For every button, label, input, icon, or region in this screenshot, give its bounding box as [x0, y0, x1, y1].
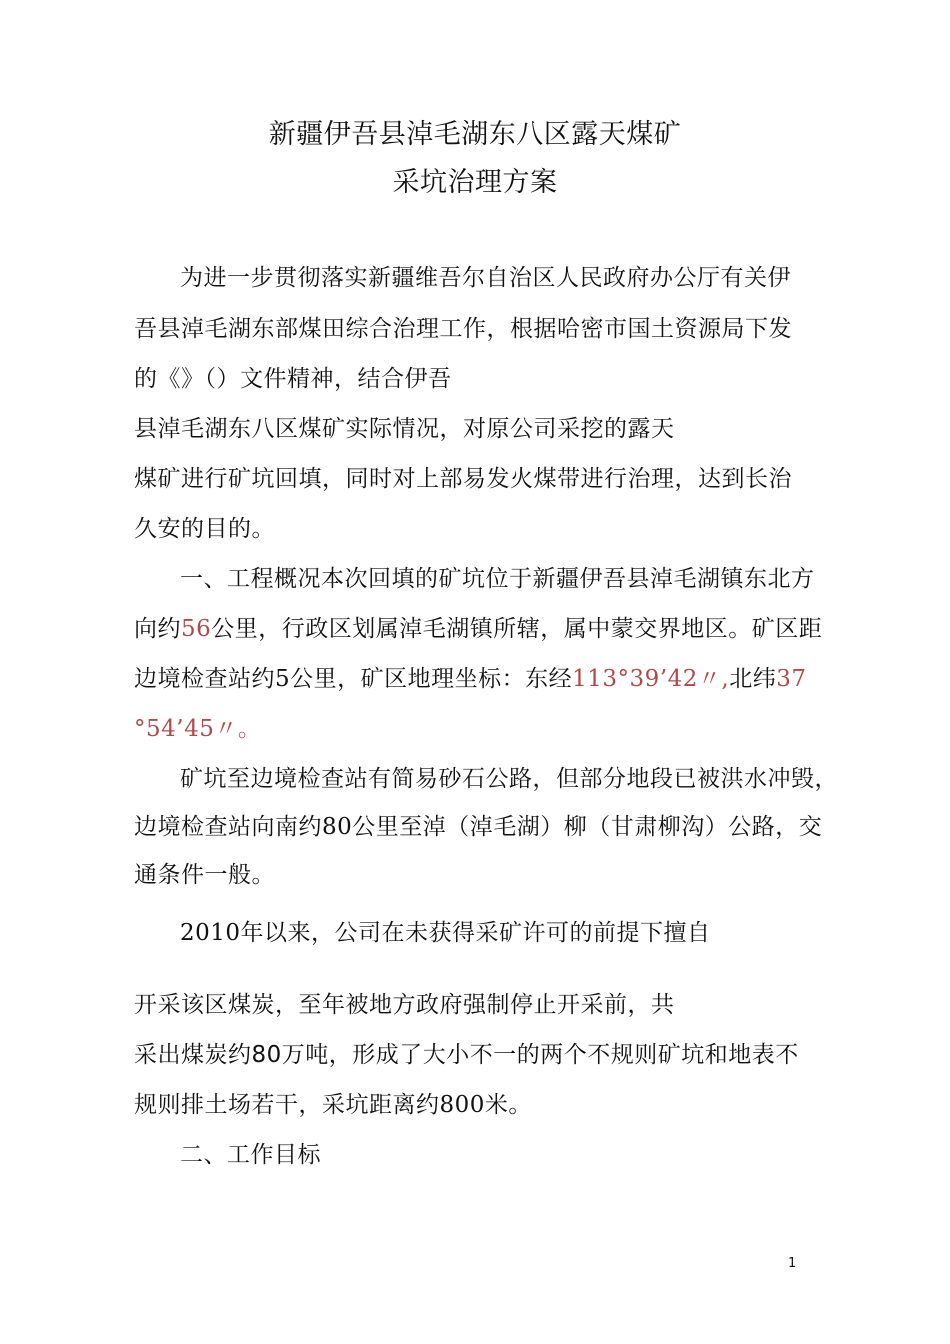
- paragraph-2-line-2: [134, 610, 822, 643]
- section-heading-2: 二、工作目标: [180, 1142, 321, 1168]
- paragraph-4-line-3: 采出煤炭约80万吨，形成了大小不一的两个不规则矿坑和地表不: [134, 1042, 799, 1068]
- distance-value: 56: [181, 616, 212, 642]
- paragraph-3-line-2: [134, 808, 822, 841]
- paragraph-2-line-1: 一、工程概况本次回填的矿坑位于新疆伊吾县淖毛湖镇东北方: [180, 566, 815, 592]
- text-fragment: 公里，行政区划属淖毛湖镇所辖，属中蒙交界地区。矿区距: [211, 616, 823, 642]
- paragraph-2-line-3: [134, 660, 806, 693]
- paragraph-4-line-1: [180, 914, 711, 947]
- document-title-line-2: 采坑治理方案: [392, 167, 558, 198]
- text-fragment: 北纬: [729, 666, 777, 692]
- paragraph-1-line-2: 吾县淖毛湖东部煤田综合治理工作，根据哈密市国土资源局下发: [134, 316, 792, 342]
- text-fragment: 规则排土场若干，采坑距离约: [134, 1092, 440, 1118]
- paragraph-4-line-2: 开采该区煤炭，至年被地方政府强制停止开采前，共: [134, 992, 675, 1018]
- text-fragment: 年以来，公司在未获得采矿许可的前提下擅自: [240, 920, 711, 946]
- paragraph-1-line-4: 县淖毛湖东八区煤矿实际情况，对原公司采挖的露天: [134, 416, 675, 442]
- text-fragment: 公里至淖（淖毛湖）柳（甘肃柳沟）公路，交: [352, 814, 823, 840]
- text-fragment: 公里，矿区地理坐标：东经: [290, 666, 573, 692]
- paragraph-1-line-3: 的《》（）文件精神，结合伊吾: [134, 366, 452, 392]
- paragraph-2-line-4: °54’45〃。: [134, 716, 262, 742]
- distance-value: 800: [439, 1092, 485, 1118]
- latitude-degrees: 37: [776, 666, 807, 692]
- longitude-value: 113°39’42〃,: [572, 666, 730, 692]
- text-fragment: 边境检查站向南约: [134, 814, 322, 840]
- year-value: 2010: [180, 920, 241, 946]
- page-number: 1: [788, 1256, 797, 1271]
- text-fragment: 边境检查站约: [134, 666, 275, 692]
- distance-value: 5: [275, 666, 291, 692]
- text-fragment: 向约: [134, 616, 181, 642]
- distance-value: 80: [322, 814, 353, 840]
- paragraph-3-line-1: 矿坑至边境检查站有简易砂石公路，但部分地段已被洪水冲毁，: [180, 766, 838, 792]
- paragraph-1-line-6: 久安的目的。: [134, 516, 275, 542]
- paragraph-3-line-3: 通条件一般。: [134, 862, 275, 888]
- text-fragment: 米。: [484, 1092, 532, 1118]
- paragraph-1-line-1: 为进一步贯彻落实新疆维吾尔自治区人民政府办公厅有关伊: [180, 265, 791, 291]
- paragraph-4-line-4: [134, 1086, 532, 1119]
- document-title-line-1: 新疆伊吾县淖毛湖东八区露天煤矿: [268, 119, 682, 150]
- paragraph-1-line-5: 煤矿进行矿坑回填，同时对上部易发火煤带进行治理，达到长治: [134, 466, 792, 492]
